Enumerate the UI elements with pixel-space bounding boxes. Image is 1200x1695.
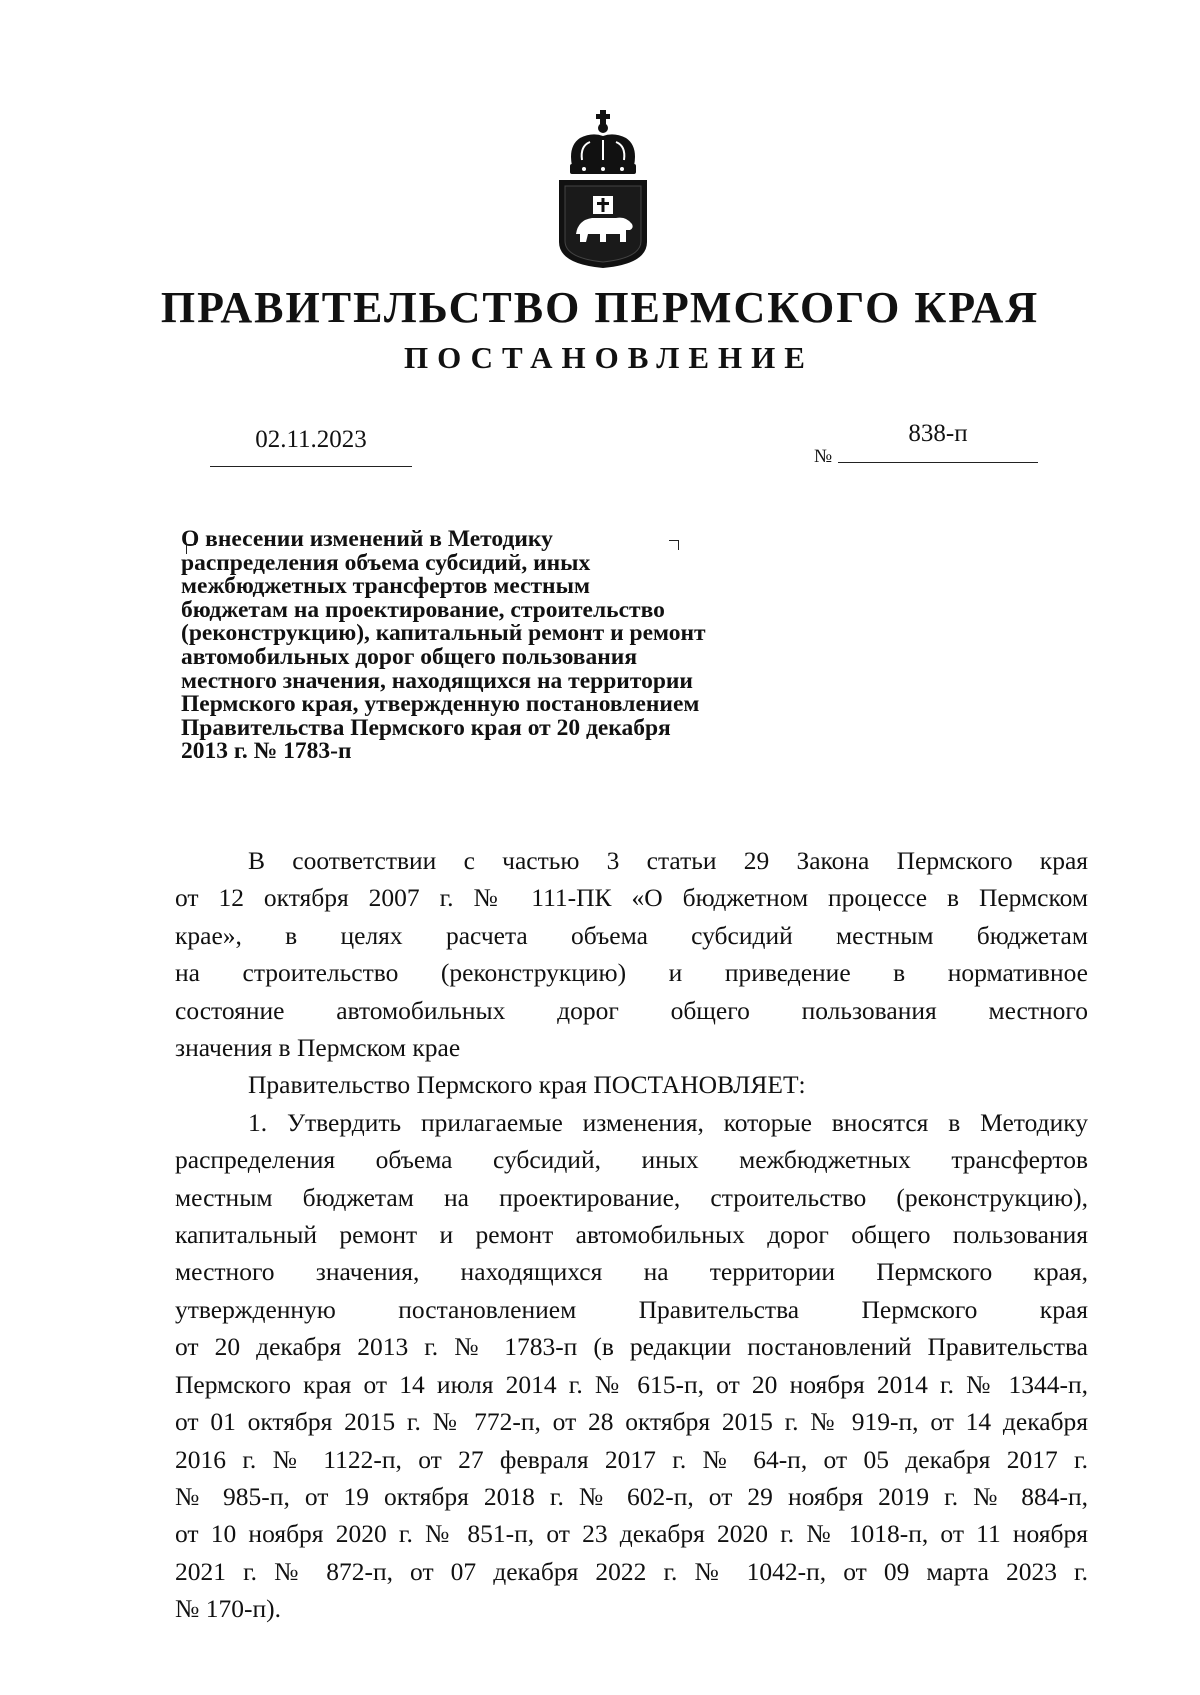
body-line: от 10 ноября 2020 г. № 851-п, от 23 декабря 2020 г. № 1018-п, от 11 ноября — [175, 1519, 1088, 1549]
number-underline — [838, 462, 1038, 463]
body-line: № 985-п, от 19 октября 2018 г. № 602-п, от 29 ноября 2019 г. № 884-п, — [175, 1481, 1088, 1511]
document-number-field — [838, 420, 1038, 448]
organization-title: ПРАВИТЕЛЬСТВО ПЕРМСКОГО КРАЯ — [160, 283, 1040, 332]
resolves-line: Правительство Пермского края ПОСТАНОВЛЯЕТ: — [248, 1070, 806, 1100]
body-line: на строительство (реконструкцию) и приведение в нормативное — [175, 958, 1088, 988]
body-line: В соответствии с частью 3 статьи 29 Закона Пермского края — [248, 846, 1088, 875]
body-line: крае», в целях расчета объема субсидий местным бюджетам — [175, 920, 1088, 950]
subject-line: распределения объема субсидий, иных — [181, 549, 591, 576]
body-line: Пермского края от 14 июля 2014 г. № 615-п, от 20 ноября 2014 г. № 1344-п, — [175, 1369, 1088, 1399]
body-line: местного значения, находящихся на территории Пермского края, — [175, 1257, 1088, 1287]
body-line: от 01 октября 2015 г. № 772-п, от 28 октября 2015 г. № 919-п, от 14 декабря — [175, 1407, 1088, 1437]
subject-line: Пермского края, утвержденную постановлением — [181, 691, 700, 718]
document-subject — [181, 528, 821, 764]
document-type-title: ПОСТАНОВЛЕНИЕ — [404, 340, 814, 375]
subject-line: Правительства Пермского края от 20 декабря — [181, 714, 671, 741]
subject-line: бюджетам на проектирование, строительство — [181, 596, 665, 623]
subject-line: межбюджетных трансфертов местным — [181, 573, 590, 600]
body-line: 2016 г. № 1122-п, от 27 февраля 2017 г. № 64-п, от 05 декабря 2017 г. — [175, 1444, 1088, 1474]
document-number: 838-п — [908, 420, 968, 447]
body-line: состояние автомобильных дорог общего пользования местного — [175, 995, 1088, 1025]
number-sign: № — [814, 446, 833, 467]
subject-line: 2013 г. № 1783-п — [181, 738, 352, 765]
document-date-field — [210, 426, 412, 454]
body-line: распределения объема субсидий, иных межбюджетных трансфертов — [175, 1145, 1088, 1175]
subject-line: О внесении изменений в Методику — [181, 526, 553, 552]
subject-line: местного значения, находящихся на территории — [181, 667, 693, 694]
subject-line: автомобильных дорог общего пользования — [181, 643, 638, 670]
body-line: от 20 декабря 2013 г. № 1783-п (в редакции постановлений Правительства — [175, 1332, 1088, 1362]
body-line: утвержденную постановлением Правительства Пермского края — [175, 1294, 1088, 1324]
body-line: капитальный ремонт и ремонт автомобильных дорог общего пользования — [175, 1220, 1088, 1250]
date-underline — [210, 466, 412, 467]
body-line: значения в Пермском крае — [175, 1033, 461, 1063]
body-line: № 170-п). — [175, 1594, 281, 1624]
body-line: 2021 г. № 872-п, от 07 декабря 2022 г. № 1042-п, от 09 марта 2023 г. — [175, 1556, 1088, 1586]
subject-line: (реконструкцию), капитальный ремонт и ремонт — [181, 620, 706, 647]
body-line: местным бюджетам на проектирование, строительство (реконструкцию), — [175, 1182, 1088, 1212]
document-date: 02.11.2023 — [255, 426, 367, 453]
perm-krai-coat-of-arms-icon — [554, 110, 652, 268]
body-line: 1. Утвердить прилагаемые изменения, которые вносятся в Методику — [248, 1107, 1088, 1137]
document-body — [175, 842, 1088, 1628]
body-line: от 12 октября 2007 г. № 111-ПК «О бюджетном процессе в Пермском — [175, 883, 1088, 913]
